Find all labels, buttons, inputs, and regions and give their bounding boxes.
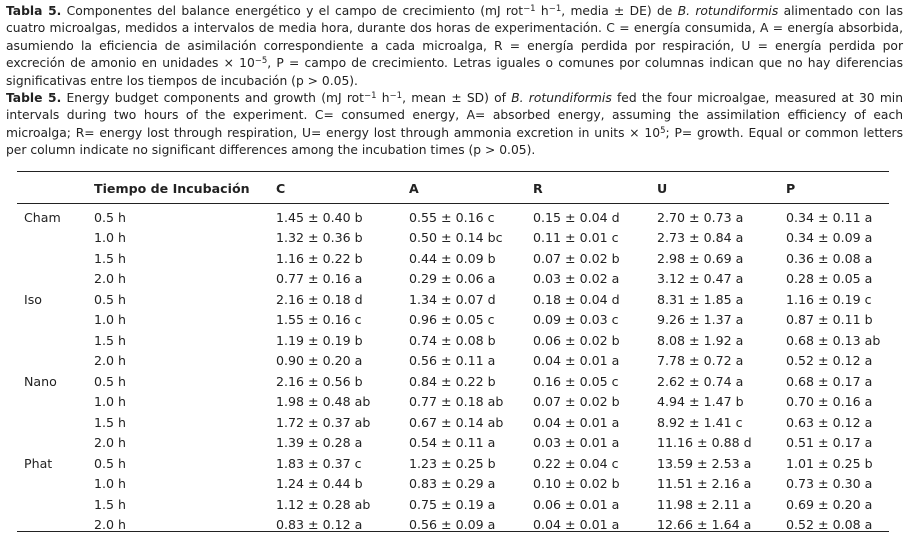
table-header-row bbox=[17, 173, 896, 203]
u-value-cell: 8.92 ± 1.41 c bbox=[657, 414, 743, 430]
u-value-cell: 2.62 ± 0.74 a bbox=[657, 373, 744, 389]
species-name: B. rotundiformis bbox=[677, 4, 779, 18]
header-cell: R bbox=[533, 180, 543, 196]
p-value-cell: 0.63 ± 0.12 a bbox=[786, 414, 873, 430]
incubation-time-cell: 2.0 h bbox=[94, 271, 127, 287]
c-value-cell: 1.98 ± 0.48 ab bbox=[276, 394, 371, 410]
caption-label: Table 5. bbox=[6, 91, 62, 106]
row-group-cell bbox=[17, 248, 94, 269]
r-value-cell: 0.04 ± 0.01 a bbox=[533, 414, 620, 430]
a-value-cell: 1.34 ± 0.07 d bbox=[409, 291, 496, 307]
u-value-cell: 11.51 ± 2.16 a bbox=[657, 476, 752, 492]
c-value-cell: 0.83 ± 0.12 a bbox=[276, 517, 363, 533]
p-value-cell: 0.51 ± 0.17 a bbox=[786, 435, 873, 451]
row-group-cell bbox=[17, 515, 94, 536]
incubation-time-cell: 1.0 h bbox=[94, 476, 127, 492]
a-value-cell: 0.54 ± 0.11 a bbox=[409, 435, 496, 451]
table-row bbox=[17, 433, 896, 454]
c-value-cell: 1.45 ± 0.40 b bbox=[276, 209, 363, 225]
table-row bbox=[17, 494, 896, 515]
c-value-cell: 0.77 ± 0.16 a bbox=[276, 271, 363, 287]
c-value-cell: 1.19 ± 0.19 b bbox=[276, 332, 363, 348]
a-value-cell: 0.75 ± 0.19 a bbox=[409, 496, 496, 512]
u-value-cell: 8.31 ± 1.85 a bbox=[657, 291, 744, 307]
p-value-cell: 0.69 ± 0.20 a bbox=[786, 496, 873, 512]
c-value-cell: 1.12 ± 0.28 ab bbox=[276, 496, 371, 512]
r-value-cell: 0.18 ± 0.04 d bbox=[533, 291, 620, 307]
c-value-cell: 0.90 ± 0.20 a bbox=[276, 353, 363, 369]
c-value-cell: 1.39 ± 0.28 a bbox=[276, 435, 363, 451]
a-value-cell: 0.67 ± 0.14 ab bbox=[409, 414, 504, 430]
incubation-time-cell: 0.5 h bbox=[94, 209, 127, 225]
table-row bbox=[17, 351, 896, 372]
p-value-cell: 0.70 ± 0.16 a bbox=[786, 394, 873, 410]
table-row bbox=[17, 371, 896, 392]
a-value-cell: 0.56 ± 0.09 a bbox=[409, 517, 496, 533]
table-row bbox=[17, 392, 896, 413]
p-value-cell: 0.73 ± 0.30 a bbox=[786, 476, 873, 492]
a-value-cell: 0.96 ± 0.05 c bbox=[409, 312, 495, 328]
p-value-cell: 0.52 ± 0.08 a bbox=[786, 517, 873, 533]
p-value-cell: 1.16 ± 0.19 c bbox=[786, 291, 872, 307]
incubation-time-cell: 0.5 h bbox=[94, 291, 127, 307]
row-group-cell bbox=[17, 310, 94, 331]
table-row bbox=[17, 412, 896, 433]
c-value-cell: 2.16 ± 0.56 b bbox=[276, 373, 363, 389]
incubation-time-cell: 1.5 h bbox=[94, 414, 127, 430]
a-value-cell: 0.55 ± 0.16 c bbox=[409, 209, 495, 225]
u-value-cell: 2.70 ± 0.73 a bbox=[657, 209, 744, 225]
table-row bbox=[17, 474, 896, 495]
row-group-cell bbox=[17, 392, 94, 413]
p-value-cell: 0.68 ± 0.13 ab bbox=[786, 332, 881, 348]
c-value-cell: 1.24 ± 0.44 b bbox=[276, 476, 363, 492]
table-top-rule bbox=[17, 171, 889, 172]
incubation-time-cell: 2.0 h bbox=[94, 435, 127, 451]
incubation-time-cell: 1.5 h bbox=[94, 496, 127, 512]
u-value-cell: 9.26 ± 1.37 a bbox=[657, 312, 744, 328]
p-value-cell: 0.68 ± 0.17 a bbox=[786, 373, 873, 389]
r-value-cell: 0.10 ± 0.02 b bbox=[533, 476, 620, 492]
r-value-cell: 0.15 ± 0.04 d bbox=[533, 209, 620, 225]
row-group-cell: Phat bbox=[24, 455, 53, 471]
r-value-cell: 0.07 ± 0.02 b bbox=[533, 250, 620, 266]
incubation-time-cell: 1.0 h bbox=[94, 394, 127, 410]
u-value-cell: 2.73 ± 0.84 a bbox=[657, 230, 744, 246]
row-group-cell bbox=[17, 269, 94, 290]
p-value-cell: 0.28 ± 0.05 a bbox=[786, 271, 873, 287]
table-row bbox=[17, 203, 896, 228]
r-value-cell: 0.06 ± 0.01 a bbox=[533, 496, 620, 512]
c-value-cell: 1.16 ± 0.22 b bbox=[276, 250, 363, 266]
energy-budget-table bbox=[17, 173, 896, 535]
c-value-cell: 1.72 ± 0.37 ab bbox=[276, 414, 371, 430]
r-value-cell: 0.04 ± 0.01 a bbox=[533, 353, 620, 369]
u-value-cell: 12.66 ± 1.64 a bbox=[657, 517, 752, 533]
incubation-time-cell: 2.0 h bbox=[94, 353, 127, 369]
p-value-cell: 0.87 ± 0.11 b bbox=[786, 312, 873, 328]
table-row bbox=[17, 248, 896, 269]
row-group-cell: Cham bbox=[24, 209, 61, 225]
row-group-cell: Iso bbox=[24, 291, 42, 307]
a-value-cell: 0.84 ± 0.22 b bbox=[409, 373, 496, 389]
p-value-cell: 0.34 ± 0.09 a bbox=[786, 230, 873, 246]
incubation-time-cell: 1.5 h bbox=[94, 250, 127, 266]
r-value-cell: 0.03 ± 0.02 a bbox=[533, 271, 620, 287]
row-group-cell bbox=[17, 330, 94, 351]
p-value-cell: 0.52 ± 0.12 a bbox=[786, 353, 873, 369]
p-value-cell: 1.01 ± 0.25 b bbox=[786, 455, 873, 471]
incubation-time-cell: 1.0 h bbox=[94, 312, 127, 328]
incubation-time-cell: 0.5 h bbox=[94, 455, 127, 471]
a-value-cell: 1.23 ± 0.25 b bbox=[409, 455, 496, 471]
header-cell bbox=[17, 173, 94, 203]
species-name: B. rotundiformis bbox=[511, 91, 612, 106]
caption-label: Tabla 5. bbox=[6, 4, 62, 18]
table-row bbox=[17, 310, 896, 331]
table-row bbox=[17, 228, 896, 249]
p-value-cell: 0.36 ± 0.08 a bbox=[786, 250, 873, 266]
incubation-time-cell: 2.0 h bbox=[94, 517, 127, 533]
incubation-time-cell: 0.5 h bbox=[94, 373, 127, 389]
u-value-cell: 8.08 ± 1.92 a bbox=[657, 332, 744, 348]
caption-spanish: Tabla 5. Componentes del balance energético y el campo de crecimiento (mJ rot$^{-1}$ $h^{-1}$, media ± DE) de B. rotundiformis alimentado con las cuatro microalgas, medidos a intervalos de media hora, durante dos horas de experimentación. C = energía consumida, A = energía absorbida, asumiendo la eficiencia de asimilación correspondiente a cada microalga, R = energía perdida por respiración, U = energía perdida por excreción de amonio en unidades × $10^{-5}$, P = campo de crecimiento. Letras iguales o comunes por columnas indican que no hay diferencias significativas entre los tiempos de incubación (p > 0.05). bbox=[6, 4, 904, 88]
incubation-time-cell: 1.5 h bbox=[94, 332, 127, 348]
r-value-cell: 0.03 ± 0.01 a bbox=[533, 435, 620, 451]
table-row bbox=[17, 515, 896, 536]
u-value-cell: 2.98 ± 0.69 a bbox=[657, 250, 744, 266]
u-value-cell: 3.12 ± 0.47 a bbox=[657, 271, 744, 287]
u-value-cell: 7.78 ± 0.72 a bbox=[657, 353, 744, 369]
u-value-cell: 11.98 ± 2.11 a bbox=[657, 496, 752, 512]
header-cell: P bbox=[786, 180, 796, 196]
u-value-cell: 11.16 ± 0.88 d bbox=[657, 435, 752, 451]
c-value-cell: 1.32 ± 0.36 b bbox=[276, 230, 363, 246]
u-value-cell: 4.94 ± 1.47 b bbox=[657, 394, 744, 410]
caption-english: Table 5. Energy budget components and growth (mJ rot$^{-1}$ $h^{-1}$, mean ± SD) of B. rotundiformis fed the four microalgae, measured at 30 min intervals during two hours of the experiment. C= consumed energy, A= absorbed energy, assuming the assimilation efficiency of each microalga; R= energy lost through respiration, U= energy lost through ammonia excretion in units × $10^5$; P= growth. Equal or common letters per column indicate no significant differences among the incubation times (p > 0.05). bbox=[6, 91, 904, 158]
p-value-cell: 0.34 ± 0.11 a bbox=[786, 209, 873, 225]
a-value-cell: 0.74 ± 0.08 b bbox=[409, 332, 496, 348]
header-cell: Tiempo de Incubación bbox=[94, 180, 250, 196]
table-row bbox=[17, 330, 896, 351]
header-cell: A bbox=[409, 180, 419, 196]
row-group-cell bbox=[17, 474, 94, 495]
a-value-cell: 0.44 ± 0.09 b bbox=[409, 250, 496, 266]
c-value-cell: 1.83 ± 0.37 c bbox=[276, 455, 362, 471]
r-value-cell: 0.06 ± 0.02 b bbox=[533, 332, 620, 348]
r-value-cell: 0.09 ± 0.03 c bbox=[533, 312, 619, 328]
r-value-cell: 0.04 ± 0.01 a bbox=[533, 517, 620, 533]
table-row bbox=[17, 269, 896, 290]
row-group-cell bbox=[17, 412, 94, 433]
r-value-cell: 0.22 ± 0.04 c bbox=[533, 455, 619, 471]
c-value-cell: 2.16 ± 0.18 d bbox=[276, 291, 363, 307]
row-group-cell: Nano bbox=[24, 373, 57, 389]
row-group-cell bbox=[17, 351, 94, 372]
c-value-cell: 1.55 ± 0.16 c bbox=[276, 312, 362, 328]
header-cell: C bbox=[276, 180, 286, 196]
a-value-cell: 0.56 ± 0.11 a bbox=[409, 353, 496, 369]
r-value-cell: 0.07 ± 0.02 b bbox=[533, 394, 620, 410]
row-group-cell bbox=[17, 494, 94, 515]
row-group-cell bbox=[17, 433, 94, 454]
r-value-cell: 0.16 ± 0.05 c bbox=[533, 373, 619, 389]
header-cell: U bbox=[657, 180, 668, 196]
r-value-cell: 0.11 ± 0.01 c bbox=[533, 230, 619, 246]
row-group-cell bbox=[17, 228, 94, 249]
u-value-cell: 13.59 ± 2.53 a bbox=[657, 455, 752, 471]
a-value-cell: 0.50 ± 0.14 bc bbox=[409, 230, 503, 246]
a-value-cell: 0.77 ± 0.18 ab bbox=[409, 394, 504, 410]
table-row bbox=[17, 289, 896, 310]
incubation-time-cell: 1.0 h bbox=[94, 230, 127, 246]
table-row bbox=[17, 453, 896, 474]
a-value-cell: 0.29 ± 0.06 a bbox=[409, 271, 496, 287]
a-value-cell: 0.83 ± 0.29 a bbox=[409, 476, 496, 492]
